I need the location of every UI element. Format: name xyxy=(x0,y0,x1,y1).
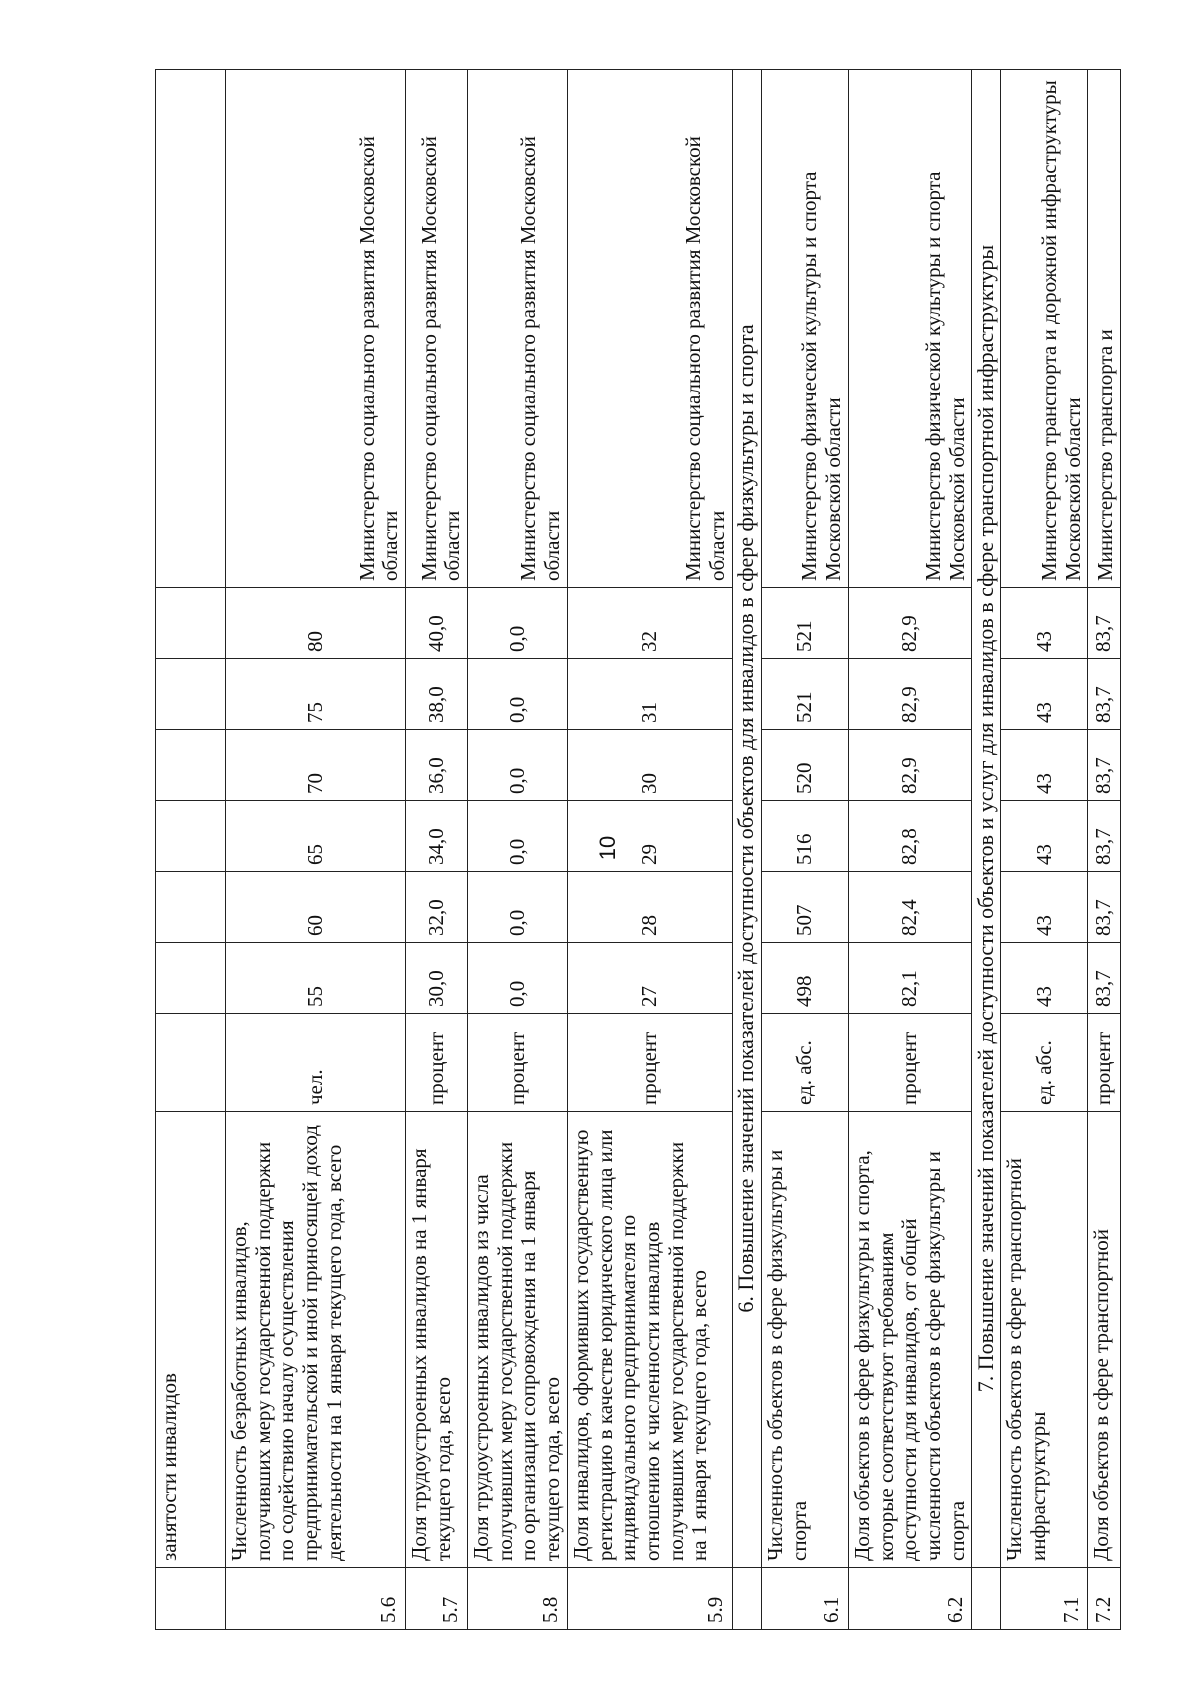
indicator-name: Численность объектов в сфере физкультуры и спорта xyxy=(761,1112,848,1568)
value-cell xyxy=(156,872,226,943)
value-cell: 55 xyxy=(226,943,406,1014)
value-cell: 83,7 xyxy=(1088,801,1121,872)
value-cell: 30,0 xyxy=(406,943,468,1014)
value-cell: 43 xyxy=(1001,730,1088,801)
table-row xyxy=(406,70,468,1630)
table-row xyxy=(567,70,732,1630)
row-number: 6.2 xyxy=(848,1568,972,1630)
value-cell xyxy=(156,659,226,730)
value-cell: 0,0 xyxy=(468,730,568,801)
table-row xyxy=(761,70,848,1630)
table-row xyxy=(1088,70,1121,1630)
value-cell: 82,9 xyxy=(848,730,972,801)
row-number: 7.1 xyxy=(1001,1568,1088,1630)
value-cell: 43 xyxy=(1001,659,1088,730)
unit-cell: процент xyxy=(848,1014,972,1112)
section-title: 7. Повышение значений показателей доступности объектов и услуг для инвалидов в сфере транспортной инфраструктуры xyxy=(972,70,1001,1568)
page-number: 10 xyxy=(595,835,620,861)
value-cell xyxy=(156,730,226,801)
unit-cell: чел. xyxy=(226,1014,406,1112)
indicator-name: Доля объектов в сфере физкультуры и спорта, которые соответствуют требованиям доступности для инвалидов, от общей численности объектов в сфере физкультуры и спорта xyxy=(848,1112,972,1568)
table-row xyxy=(156,70,226,1630)
value-cell: 28 xyxy=(567,872,732,943)
section-spacer xyxy=(732,1568,761,1630)
section-row xyxy=(972,70,1001,1630)
unit-cell: процент xyxy=(1088,1014,1121,1112)
row-number: 5.6 xyxy=(226,1568,406,1630)
executor-cell: Министерство транспорта и дорожной инфраструктуры Московской области xyxy=(1001,70,1088,588)
executor-cell: Министерство социального развития Московской области xyxy=(567,70,732,588)
value-cell: 0,0 xyxy=(468,801,568,872)
table-body xyxy=(156,70,1121,1630)
table-row xyxy=(1001,70,1088,1630)
value-cell: 27 xyxy=(567,943,732,1014)
row-number: 7.2 xyxy=(1088,1568,1121,1630)
value-cell: 0,0 xyxy=(468,588,568,659)
executor-cell: Министерство физической культуры и спорта Московской области xyxy=(761,70,848,588)
unit-cell xyxy=(156,1014,226,1112)
value-cell: 31 xyxy=(567,659,732,730)
section-spacer xyxy=(972,1568,1001,1630)
indicator-name: Доля трудоустроенных инвалидов на 1 января текущего года, всего xyxy=(406,1112,468,1568)
row-number: 5.9 xyxy=(567,1568,732,1630)
indicator-name: Доля инвалидов, оформивших государственную регистрацию в качестве юридического лица или индивидуального предпринимателя по отношению к численности инвалидов получивших меру государственной поддержки на 1 января текущего года, всего xyxy=(567,1112,732,1568)
executor-cell xyxy=(156,70,226,588)
value-cell: 83,7 xyxy=(1088,943,1121,1014)
value-cell: 65 xyxy=(226,801,406,872)
value-cell: 29 xyxy=(567,801,732,872)
value-cell: 82,8 xyxy=(848,801,972,872)
row-number: 6.1 xyxy=(761,1568,848,1630)
value-cell: 80 xyxy=(226,588,406,659)
value-cell: 60 xyxy=(226,872,406,943)
value-cell: 82,9 xyxy=(848,659,972,730)
unit-cell: процент xyxy=(468,1014,568,1112)
unit-cell: ед. абс. xyxy=(761,1014,848,1112)
value-cell: 70 xyxy=(226,730,406,801)
executor-cell: Министерство физической культуры и спорта Московской области xyxy=(848,70,972,588)
value-cell xyxy=(156,588,226,659)
value-cell: 83,7 xyxy=(1088,588,1121,659)
value-cell xyxy=(156,801,226,872)
value-cell: 83,7 xyxy=(1088,659,1121,730)
indicator-name: Доля трудоустроенных инвалидов из числа получивших меру государственной поддержки по организации сопровождения на 1 января текущего года, всего xyxy=(468,1112,568,1568)
value-cell: 30 xyxy=(567,730,732,801)
executor-cell: Министерство социального развития Московской области xyxy=(468,70,568,588)
value-cell: 43 xyxy=(1001,943,1088,1014)
indicator-name: Численность безработных инвалидов, получивших меру государственной поддержки по содействию началу осуществления предпринимательской и иной приносящей доход деятельности на 1 января текущего года, всего xyxy=(226,1112,406,1568)
indicator-name: занятости инвалидов xyxy=(156,1112,226,1568)
value-cell: 40,0 xyxy=(406,588,468,659)
value-cell: 0,0 xyxy=(468,659,568,730)
value-cell: 0,0 xyxy=(468,943,568,1014)
table-row xyxy=(848,70,972,1630)
value-cell: 507 xyxy=(761,872,848,943)
value-cell: 38,0 xyxy=(406,659,468,730)
rotated-sheet xyxy=(155,80,1118,1630)
value-cell: 43 xyxy=(1001,801,1088,872)
value-cell: 75 xyxy=(226,659,406,730)
executor-cell: Министерство транспорта и xyxy=(1088,70,1121,588)
rotated-table-container xyxy=(155,80,1118,1630)
value-cell: 83,7 xyxy=(1088,872,1121,943)
row-number: 5.7 xyxy=(406,1568,468,1630)
value-cell: 34,0 xyxy=(406,801,468,872)
unit-cell: ед. абс. xyxy=(1001,1014,1088,1112)
unit-cell: процент xyxy=(406,1014,468,1112)
value-cell: 82,1 xyxy=(848,943,972,1014)
indicator-name: Численность объектов в сфере транспортной инфраструктуры xyxy=(1001,1112,1088,1568)
value-cell: 0,0 xyxy=(468,872,568,943)
table-row xyxy=(468,70,568,1630)
value-cell: 516 xyxy=(761,801,848,872)
row-number: 5.8 xyxy=(468,1568,568,1630)
unit-cell: процент xyxy=(567,1014,732,1112)
executor-cell: Министерство социального развития Московской области xyxy=(406,70,468,588)
table-row xyxy=(226,70,406,1630)
indicators-table xyxy=(155,69,1121,1630)
value-cell: 83,7 xyxy=(1088,730,1121,801)
value-cell xyxy=(156,943,226,1014)
value-cell: 520 xyxy=(761,730,848,801)
value-cell: 32,0 xyxy=(406,872,468,943)
value-cell: 521 xyxy=(761,659,848,730)
value-cell: 32 xyxy=(567,588,732,659)
executor-cell: Министерство социального развития Московской области xyxy=(226,70,406,588)
row-number xyxy=(156,1568,226,1630)
value-cell: 43 xyxy=(1001,588,1088,659)
value-cell: 498 xyxy=(761,943,848,1014)
section-title: 6. Повышение значений показателей доступности объектов для инвалидов в сфере физкультуры и спорта xyxy=(732,70,761,1568)
section-row xyxy=(732,70,761,1630)
value-cell: 82,4 xyxy=(848,872,972,943)
value-cell: 521 xyxy=(761,588,848,659)
value-cell: 36,0 xyxy=(406,730,468,801)
value-cell: 82,9 xyxy=(848,588,972,659)
value-cell: 43 xyxy=(1001,872,1088,943)
indicator-name: Доля объектов в сфере транспортной xyxy=(1088,1112,1121,1568)
